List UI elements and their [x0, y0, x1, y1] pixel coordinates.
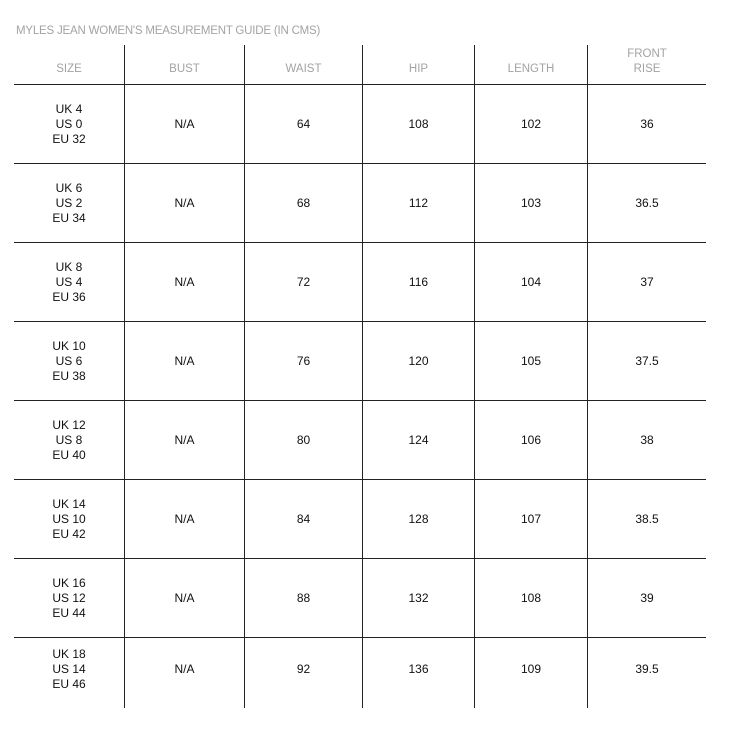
waist-cell: 84	[244, 480, 362, 558]
size-uk: UK 12	[52, 417, 86, 432]
bust-cell: N/A	[124, 243, 244, 321]
size-uk: UK 10	[52, 338, 86, 353]
hip-cell: 108	[362, 85, 474, 163]
measurement-table	[14, 46, 706, 708]
size-uk: UK 6	[55, 180, 83, 195]
size-cell	[14, 401, 124, 479]
waist-cell: 64	[244, 85, 362, 163]
table-row	[14, 322, 706, 401]
size-cell	[14, 638, 124, 708]
header-hip: HIP	[362, 45, 474, 84]
front-rise-cell: 38.5	[587, 480, 706, 558]
header-front-rise-line2: RISE	[633, 63, 661, 75]
size-cell	[14, 559, 124, 637]
size-eu: EU 38	[52, 368, 86, 383]
size-us: US 14	[52, 661, 86, 676]
bust-cell: N/A	[124, 164, 244, 242]
size-uk: UK 8	[55, 259, 83, 274]
size-us: US 4	[55, 274, 83, 289]
table-row	[14, 480, 706, 559]
length-cell: 109	[474, 638, 587, 708]
hip-cell: 112	[362, 164, 474, 242]
size-us: US 8	[55, 432, 83, 447]
header-waist: WAIST	[244, 45, 362, 84]
size-cell	[14, 480, 124, 558]
front-rise-cell: 38	[587, 401, 706, 479]
size-cell	[14, 322, 124, 400]
table-header-row	[14, 46, 706, 85]
front-rise-cell: 36.5	[587, 164, 706, 242]
waist-cell: 80	[244, 401, 362, 479]
front-rise-cell: 36	[587, 85, 706, 163]
size-eu: EU 34	[52, 210, 86, 225]
waist-cell: 72	[244, 243, 362, 321]
table-row	[14, 638, 706, 708]
waist-cell: 68	[244, 164, 362, 242]
table-row	[14, 401, 706, 480]
bust-cell: N/A	[124, 85, 244, 163]
bust-cell: N/A	[124, 480, 244, 558]
table-row	[14, 85, 706, 164]
hip-cell: 132	[362, 559, 474, 637]
header-size: SIZE	[56, 63, 82, 75]
size-us: US 6	[55, 353, 83, 368]
waist-cell: 88	[244, 559, 362, 637]
length-cell: 107	[474, 480, 587, 558]
table-row	[14, 164, 706, 243]
table-row	[14, 559, 706, 638]
size-uk: UK 14	[52, 496, 86, 511]
bust-cell: N/A	[124, 559, 244, 637]
length-cell: 106	[474, 401, 587, 479]
header-front-rise	[587, 45, 706, 84]
length-cell: 102	[474, 85, 587, 163]
bust-cell: N/A	[124, 322, 244, 400]
table-row	[14, 243, 706, 322]
length-cell: 105	[474, 322, 587, 400]
size-cell	[14, 243, 124, 321]
waist-cell: 92	[244, 638, 362, 708]
hip-cell: 124	[362, 401, 474, 479]
size-eu: EU 46	[52, 676, 86, 691]
size-eu: EU 44	[52, 605, 86, 620]
bust-cell: N/A	[124, 638, 244, 708]
hip-cell: 128	[362, 480, 474, 558]
size-uk: UK 18	[52, 646, 86, 661]
page-title: MYLES JEAN WOMEN'S MEASUREMENT GUIDE (IN CMS)	[16, 25, 321, 37]
size-eu: EU 36	[52, 289, 86, 304]
size-uk: UK 16	[52, 575, 86, 590]
hip-cell: 116	[362, 243, 474, 321]
length-cell: 108	[474, 559, 587, 637]
size-eu: EU 32	[52, 131, 86, 146]
front-rise-cell: 37.5	[587, 322, 706, 400]
size-us: US 2	[55, 195, 83, 210]
length-cell: 103	[474, 164, 587, 242]
front-rise-cell: 37	[587, 243, 706, 321]
front-rise-cell: 39	[587, 559, 706, 637]
size-eu: EU 40	[52, 447, 86, 462]
size-cell	[14, 164, 124, 242]
hip-cell: 120	[362, 322, 474, 400]
bust-cell: N/A	[124, 401, 244, 479]
header-front-rise-line1: FRONT	[627, 48, 667, 60]
hip-cell: 136	[362, 638, 474, 708]
header-bust: BUST	[124, 45, 244, 84]
size-us: US 10	[52, 511, 86, 526]
size-uk: UK 4	[55, 101, 83, 116]
size-us: US 12	[52, 590, 86, 605]
header-length: LENGTH	[474, 45, 587, 84]
waist-cell: 76	[244, 322, 362, 400]
size-us: US 0	[55, 116, 83, 131]
length-cell: 104	[474, 243, 587, 321]
size-cell	[14, 85, 124, 163]
size-eu: EU 42	[52, 526, 86, 541]
front-rise-cell: 39.5	[587, 638, 706, 708]
